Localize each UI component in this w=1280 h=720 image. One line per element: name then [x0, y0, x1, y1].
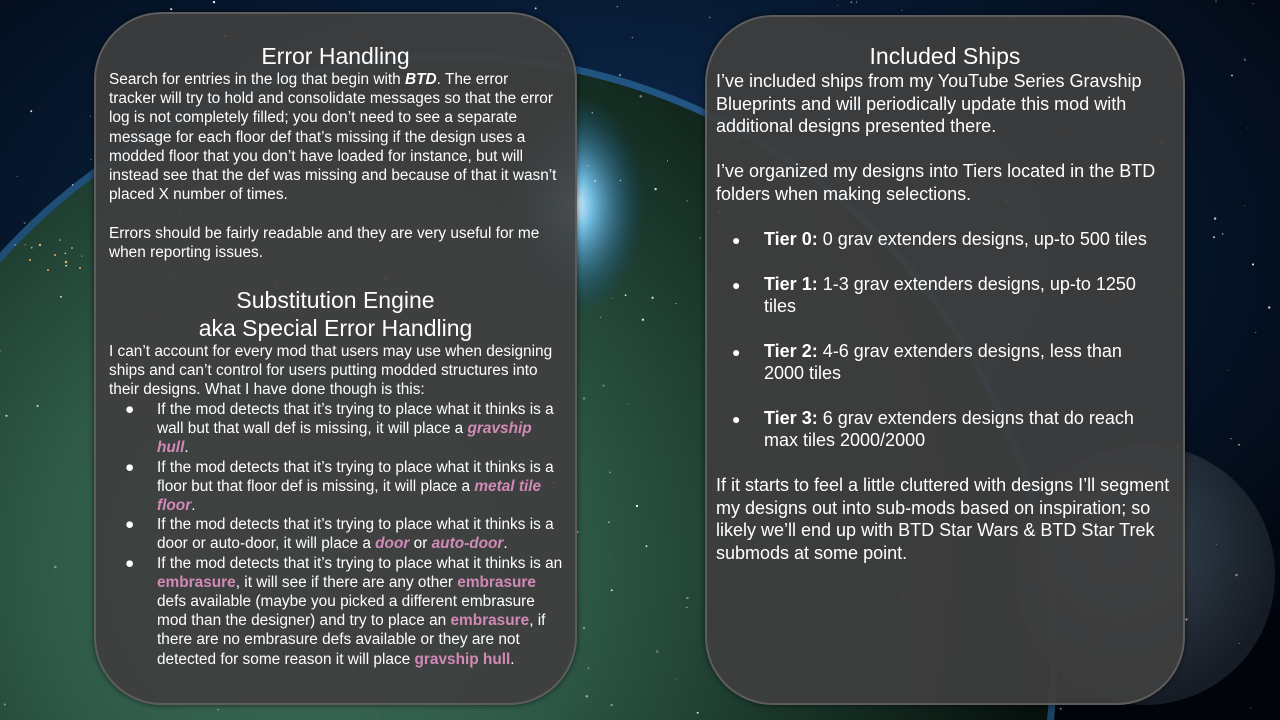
substitution-engine-title-line2: aka Special Error Handling [198, 315, 473, 341]
star [1185, 618, 1187, 620]
list-item [732, 340, 1162, 385]
star [602, 385, 604, 387]
tiers-intro: I’ve organized my designs into Tiers located in the BTD folders when making selections. [716, 161, 1156, 204]
substitution-engine-title-line1: Substitution Engine [236, 287, 435, 313]
tier-description: 4-6 grav extenders designs, less than 2000 tiles [764, 340, 1122, 383]
bullet-icon: ● [125, 458, 135, 476]
list-item [732, 273, 1162, 318]
embrasure-rule-text-4: , if there are no embrasure defs available or they are not detected for some reason it will place [157, 612, 546, 668]
floor-rule-text: If the mod detects that it’s trying to place what it thinks is a floor but that floor def is missing, it will place a [157, 458, 554, 495]
embrasure-highlight-2: embrasure [457, 573, 536, 591]
star [91, 159, 92, 160]
star [901, 10, 902, 11]
star [1235, 574, 1237, 576]
door-highlight: door [375, 535, 410, 553]
star [1060, 708, 1062, 710]
star [60, 296, 62, 298]
embrasure-rule-period: . [510, 650, 515, 668]
star [1239, 643, 1240, 644]
bullet-icon: ● [125, 554, 135, 572]
star [600, 317, 601, 318]
star [4, 704, 6, 706]
star [1231, 75, 1233, 77]
list-item [732, 407, 1162, 452]
bullet-icon: ● [732, 232, 741, 248]
star [14, 244, 16, 246]
star [1247, 127, 1248, 128]
errors-readable-paragraph: Errors should be fairly readable and they are very useful for me when reporting issues. [109, 225, 540, 262]
star [709, 17, 710, 18]
tier-label: Tier 2: [764, 340, 818, 361]
star [213, 1, 215, 3]
star [654, 188, 656, 190]
star [686, 607, 687, 608]
star [640, 95, 642, 97]
star [54, 566, 57, 569]
tier-description: 6 grav extenders designs that do reach max tiles 2000/2000 [764, 407, 1134, 450]
tier-description: 1-3 grav extenders designs, up-to 1250 tiles [764, 273, 1136, 316]
floor-rule-period: . [191, 497, 196, 515]
star [619, 74, 621, 76]
star [24, 222, 26, 224]
star [617, 6, 618, 7]
substitution-engine-intro: I can’t account for every mod that users may use when designing ships and can’t control for users putting modded structures into their designs. What I have done though is this: [109, 343, 553, 399]
star [31, 247, 33, 249]
btd-prefix: BTD [405, 71, 437, 88]
star [594, 180, 596, 182]
embrasure-highlight-3: embrasure [450, 612, 530, 630]
metal-tile-floor-highlight: metal tile floor [157, 477, 542, 515]
tier-label: Tier 3: [764, 407, 818, 428]
star [1214, 217, 1216, 219]
embrasure-rule-text-1: If the mod detects that it’s trying to place what it thinks is an [157, 554, 563, 572]
bullet-icon: ● [125, 401, 135, 418]
star [610, 704, 612, 706]
star [1255, 332, 1256, 333]
star [81, 255, 82, 256]
star [1213, 236, 1215, 238]
bullet-icon: ● [732, 276, 741, 293]
auto-door-highlight: auto-door [431, 535, 504, 553]
star [676, 679, 677, 680]
star [651, 297, 653, 299]
star [611, 589, 613, 591]
tier-list [732, 228, 1162, 452]
star [1252, 263, 1254, 265]
star [1253, 3, 1254, 4]
bullet-icon: ● [125, 516, 135, 534]
star [642, 319, 644, 321]
star [376, 719, 377, 720]
embrasure-rule-text-2: , it will see if there are any other [235, 573, 458, 591]
star [851, 1, 853, 3]
star [697, 712, 699, 714]
star [586, 695, 588, 697]
star [611, 298, 612, 299]
star [583, 627, 585, 629]
star [632, 37, 633, 38]
star [72, 184, 74, 186]
star [646, 545, 648, 547]
intro-text-rest: . The error tracker will try to hold and consolidate messages so that the error log is not completely filled; you don’t need to see a separate message for each floor def that’s missing if the design uses a modded floor that you don’t have loaded for instance, but will instead see that the def was missing and because of that it wasn’t placed X number of times. [109, 71, 557, 204]
included-ships-title: Included Ships [869, 43, 1021, 69]
embrasure-highlight-1: embrasure [157, 573, 236, 591]
star [700, 237, 701, 238]
substitution-engine-title [94, 286, 577, 342]
list-item [125, 554, 565, 669]
gravship-hull-highlight: gravship hull [157, 420, 532, 457]
tier-description: 0 grav extenders designs, up-to 500 tiles [817, 229, 1147, 249]
star [17, 176, 18, 177]
star [1268, 306, 1271, 309]
star [25, 244, 26, 245]
star [65, 265, 67, 267]
star [217, 709, 219, 711]
star [5, 415, 7, 417]
star [170, 8, 172, 10]
star [636, 505, 638, 507]
star [37, 405, 39, 407]
star [627, 403, 628, 404]
star [608, 521, 609, 522]
bullet-icon: ● [732, 343, 741, 360]
bullet-icon: ● [732, 410, 741, 427]
gravship-hull-highlight-2: gravship hull [414, 650, 511, 668]
star [577, 531, 578, 532]
included-ships-intro: I’ve included ships from my YouTube Series Gravship Blueprints and will periodically update this mod with additional designs presented there. [716, 71, 1142, 136]
door-rule-or: or [409, 535, 432, 553]
tier-label: Tier 0: [764, 229, 818, 249]
star [1238, 444, 1240, 446]
star [30, 110, 32, 112]
embrasure-rule-text-3: defs available (maybe you picked a different embrasure mod than the designer) and try to place an [157, 593, 535, 630]
list-item [732, 228, 1162, 251]
star [625, 294, 627, 296]
error-handling-intro [109, 70, 559, 204]
star [620, 180, 622, 182]
list-item [125, 400, 565, 458]
star [667, 160, 668, 161]
star [90, 116, 91, 117]
star [856, 2, 857, 3]
star [1250, 708, 1251, 709]
error-handling-title: Error Handling [261, 43, 410, 69]
star [65, 253, 66, 254]
star [535, 7, 537, 9]
star [837, 5, 838, 6]
star [1244, 205, 1245, 206]
star [1216, 544, 1217, 545]
list-item [125, 458, 565, 516]
star [1244, 59, 1246, 61]
star [1228, 370, 1229, 371]
door-rule-text: If the mod detects that it’s trying to place what it thinks is a door or auto-door, it will place a [157, 516, 554, 553]
substitution-rules-list [125, 400, 565, 669]
star [587, 667, 589, 669]
tier-label: Tier 1: [764, 273, 818, 294]
wall-rule-text: If the mod detects that it’s trying to place what it thinks is a wall but that wall def is missing, it will place a [157, 401, 554, 438]
star [609, 472, 611, 474]
list-item [125, 515, 565, 553]
star [1230, 438, 1231, 439]
star [587, 165, 588, 166]
included-ships-outro: If it starts to feel a little cluttered with designs I’ll segment my designs out into sub-mods based on inspiration; so likely we’ll end up with BTD Star Wars & BTD Star Trek submods at some point. [716, 475, 1170, 563]
wall-rule-period: . [184, 439, 189, 457]
star [686, 597, 688, 599]
star [656, 650, 659, 653]
door-rule-period: . [503, 535, 508, 553]
star [675, 303, 676, 304]
star [1215, 1, 1216, 2]
star [591, 112, 593, 114]
intro-text-start: Search for entries in the log that begin with [109, 71, 406, 88]
star [1222, 233, 1224, 235]
star [686, 200, 687, 201]
star [583, 397, 585, 399]
